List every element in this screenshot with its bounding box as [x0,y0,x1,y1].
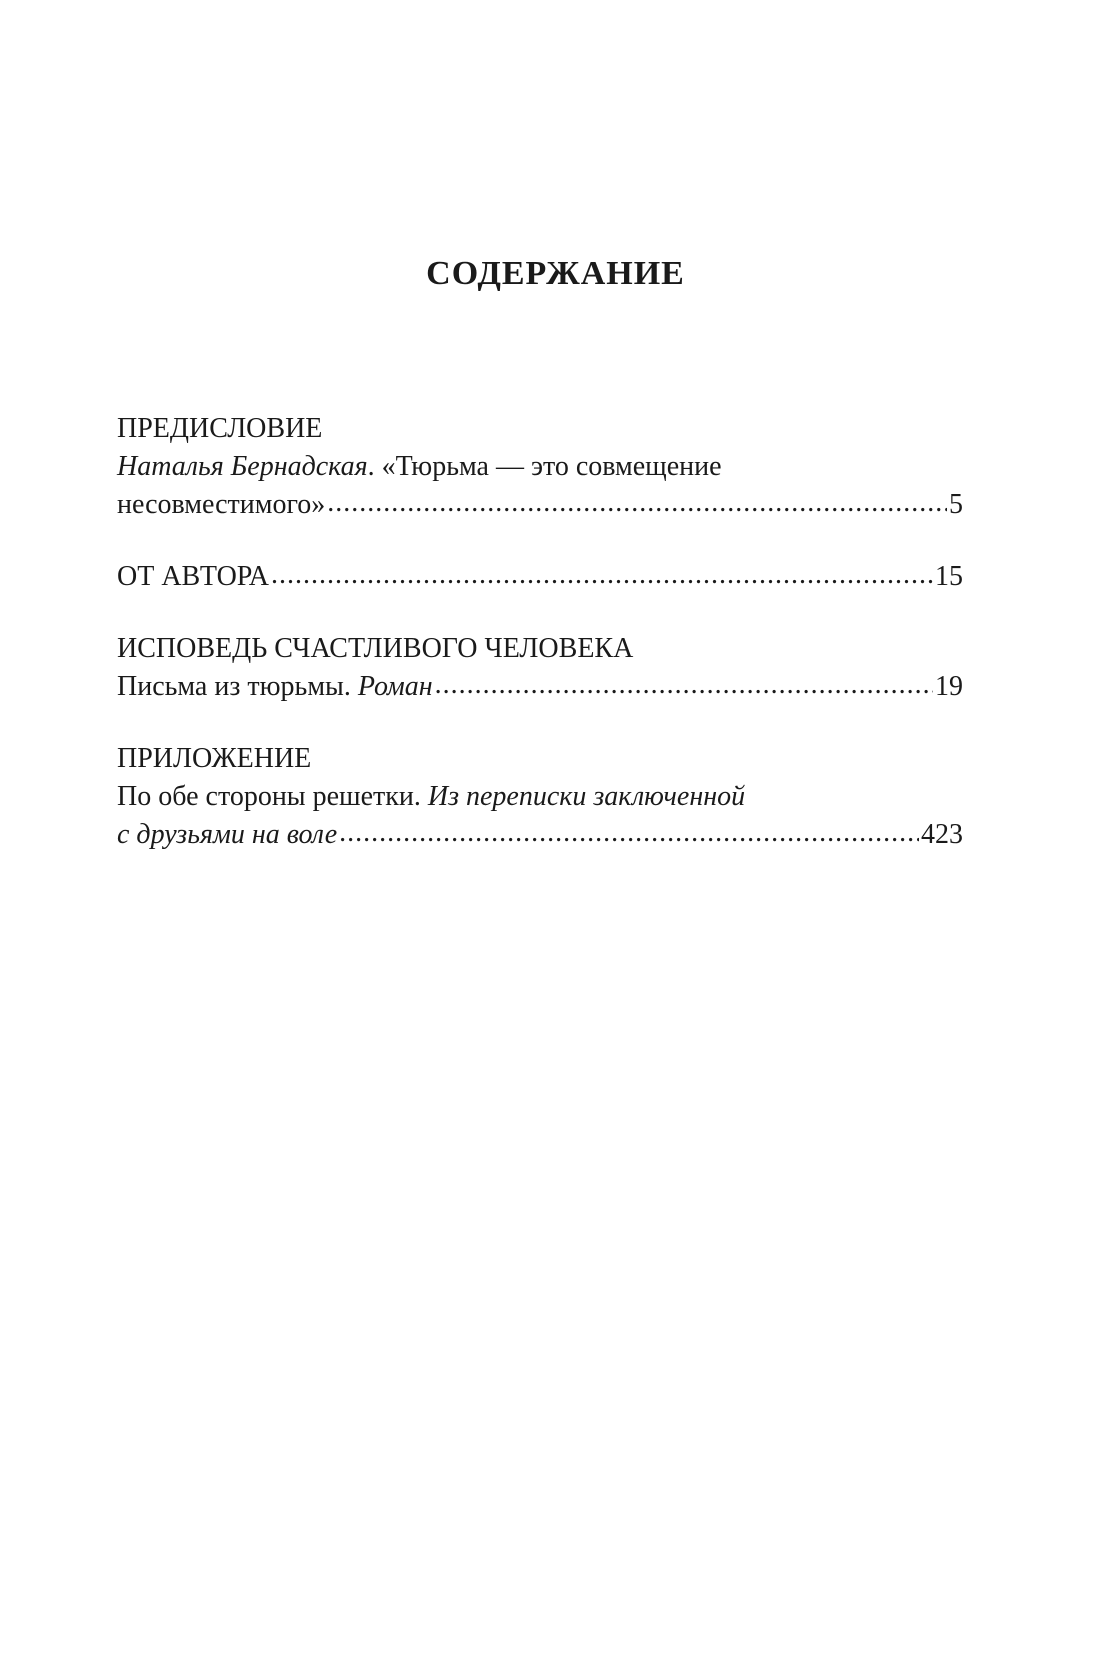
toc-heading-preface: ПРЕДИСЛОВИЕ [117,413,323,444]
toc-subtitle-preface [117,448,963,486]
toc-page-number-confession: 19 [935,671,963,702]
toc-leader-from-author [117,558,963,596]
toc-entry-preface[interactable] [117,410,963,524]
toc-entry-from-author[interactable] [117,558,963,596]
toc-leader-preface [117,486,963,524]
toc-page-number-preface: 5 [949,489,963,520]
toc-heading-appendix: ПРИЛОЖЕНИЕ [117,743,312,774]
toc-entry-confession[interactable] [117,630,963,706]
dot-leader [327,484,947,522]
toc-preface-author: Наталья Бернадская [117,451,368,482]
toc-preface-title-part2: несовместимого» [117,489,326,520]
dot-leader [339,814,919,852]
toc-preface-separator: . [367,451,382,482]
toc-subtitle-appendix [117,778,963,816]
toc-leader-confession [117,668,963,706]
toc-preface-title-part1: «Тюрьма — это совмещение [381,451,722,482]
page-title: СОДЕРЖАНИЕ [426,255,685,292]
toc-page-number-appendix: 423 [921,819,963,850]
toc-entry-appendix[interactable] [117,740,963,854]
toc-leader-appendix [117,816,963,854]
dot-leader [271,556,933,594]
toc-appendix-desc-part2: с друзьями на воле [117,819,338,850]
toc-subtitle-confession [117,668,433,706]
table-of-contents [117,410,963,888]
dot-leader [435,666,933,704]
toc-appendix-subtitle: По обе стороны решетки. [117,781,421,812]
toc-heading-from-author: ОТ АВТОРА [117,561,270,592]
toc-appendix-desc-part1: Из переписки заключенной [427,781,746,812]
toc-page-number-from-author: 15 [935,561,963,592]
toc-heading-confession: ИСПОВЕДЬ СЧАСТЛИВОГО ЧЕЛОВЕКА [117,633,634,664]
toc-confession-subtitle: Письма из тюрьмы. [117,671,351,702]
toc-confession-genre: Роман [357,671,433,702]
